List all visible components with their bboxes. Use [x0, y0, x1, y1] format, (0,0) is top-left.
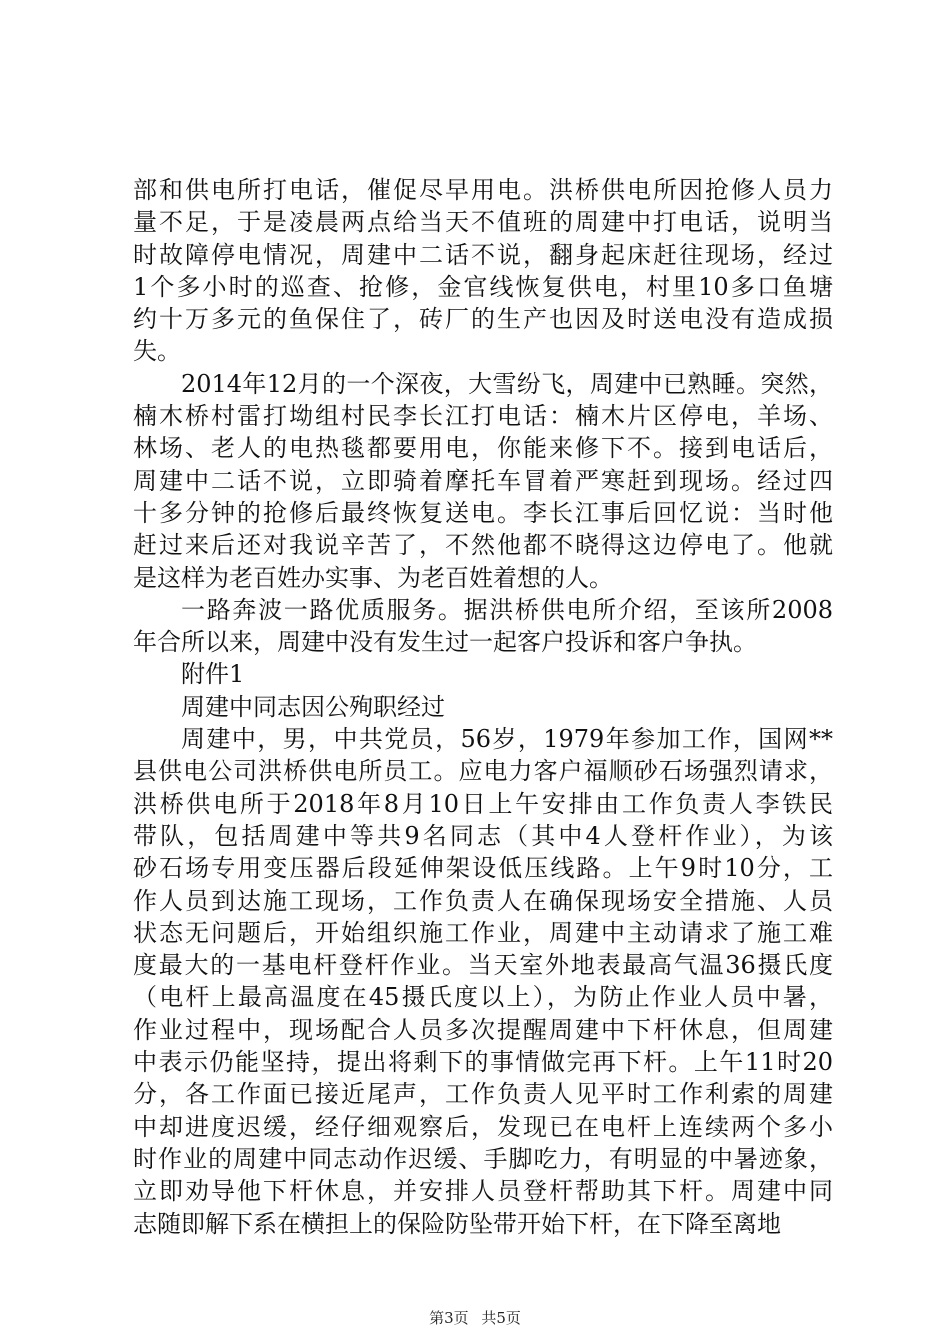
- text-line: 作人员到达施工现场，工作负责人在确保现场安全措施、人员: [133, 886, 833, 915]
- paragraph: [133, 174, 833, 368]
- text-line: 楠木桥村雷打坳组村民李长江打电话：楠木片区停电，羊场、: [133, 402, 833, 431]
- text-line: 十多分钟的抢修后最终恢复送电。李长江事后回忆说：当时他: [133, 498, 833, 527]
- paragraph: [133, 691, 833, 723]
- text-line: 县供电公司洪桥供电所员工。应电力客户福顺砂石场强烈请求，: [133, 757, 833, 786]
- paragraph: [133, 658, 833, 690]
- text-line: 状态无问题后，开始组织施工作业，周建中主动请求了施工难: [133, 918, 833, 947]
- text-line: 部和供电所打电话，催促尽早用电。洪桥供电所因抢修人员力: [133, 176, 833, 204]
- text-line: 志随即解下系在横担上的保险防坠带开始下杆，在下降至离地: [133, 1209, 781, 1238]
- paragraph: [133, 594, 833, 659]
- text-line: 一路奔波一路优质服务。据洪桥供电所介绍，至该所2008: [181, 595, 833, 624]
- text-line: 分，各工作面已接近尾声，工作负责人见平时工作利索的周建: [133, 1080, 833, 1109]
- text-line: 林场、老人的电热毯都要用电，你能来修下不。接到电话后，: [133, 434, 833, 463]
- text-line: 砂石场专用变压器后段延伸架设低压线路。上午9时10分，工: [133, 854, 833, 883]
- text-line: 2014年12月的一个深夜，大雪纷飞，周建中已熟睡。突然，: [181, 369, 833, 398]
- text-line: 立即劝导他下杆休息，并安排人员登杆帮助其下杆。周建中同: [133, 1177, 833, 1206]
- text-line: 赶过来后还对我说辛苦了，不然他都不晓得这边停电了。他就: [133, 531, 833, 560]
- page-footer: [0, 1307, 950, 1328]
- text-line: 失。: [133, 337, 181, 366]
- paragraph: [133, 368, 833, 594]
- text-line: 作业过程中，现场配合人员多次提醒周建中下杆休息，但周建: [133, 1015, 833, 1044]
- text-line: 是这样为老百姓办实事、为老百姓着想的人。: [133, 563, 613, 592]
- text-line: 附件1: [181, 660, 245, 689]
- text-line: 度最大的一基电杆登杆作业。当天室外地表最高气温36摄氏度: [133, 951, 833, 980]
- paragraph: [133, 723, 833, 1240]
- page-total: 共5页: [481, 1309, 521, 1327]
- text-line: 中却进度迟缓，经仔细观察后，发现已在电杆上连续两个多小: [133, 1112, 833, 1141]
- text-line: （电杆上最高温度在45摄氏度以上），为防止作业人员中暑，: [133, 983, 833, 1012]
- text-line: 1个多小时的巡查、抢修，金官线恢复供电，村里10多口鱼塘: [133, 272, 833, 301]
- text-line: 洪桥供电所于2018年8月10日上午安排由工作负责人李铁民: [133, 789, 833, 818]
- text-line: 年合所以来，周建中没有发生过一起客户投诉和客户争执。: [133, 628, 757, 657]
- text-line: 量不足，于是凌晨两点给当天不值班的周建中打电话，说明当: [133, 208, 833, 237]
- page-number: 第3页: [429, 1309, 469, 1327]
- text-line: 约十万多元的鱼保住了，砖厂的生产也因及时送电没有造成损: [133, 305, 833, 334]
- text-line: 带队，包括周建中等共9名同志（其中4人登杆作业），为该: [133, 821, 833, 850]
- document-body: [133, 174, 833, 1240]
- text-line: 时故障停电情况，周建中二话不说，翻身起床赶往现场，经过: [133, 240, 833, 269]
- text-line: 周建中二话不说，立即骑着摩托车冒着严寒赶到现场。经过四: [133, 466, 833, 495]
- text-line: 周建中，男，中共党员，56岁，1979年参加工作，国网**: [181, 725, 833, 754]
- text-line: 中表示仍能坚持，提出将剩下的事情做完再下杆。上午11时20: [133, 1048, 833, 1077]
- text-line: 周建中同志因公殉职经过: [181, 692, 445, 721]
- text-line: 时作业的周建中同志动作迟缓、手脚吃力，有明显的中暑迹象，: [133, 1144, 833, 1173]
